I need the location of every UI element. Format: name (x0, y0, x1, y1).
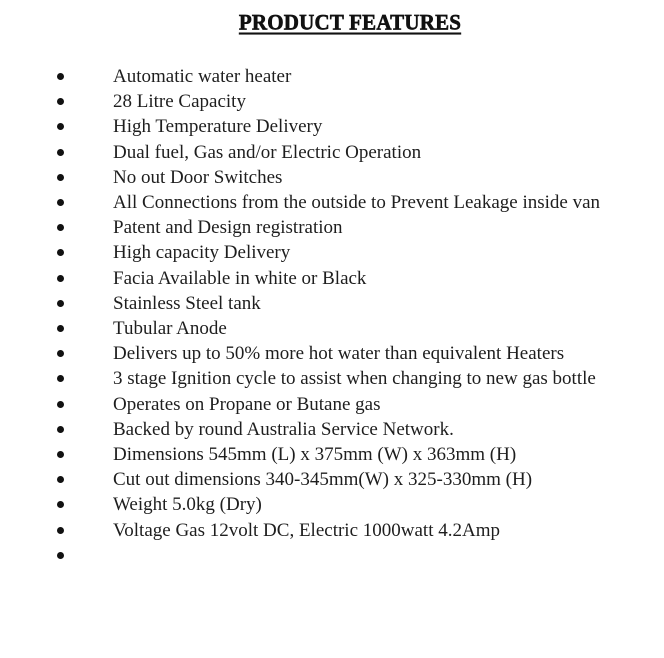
list-item (0, 114, 664, 139)
feature-text: Dual fuel, Gas and/or Electric Operation (113, 141, 422, 163)
list-item (0, 316, 664, 341)
bullet-icon (57, 426, 64, 433)
bullet-icon (57, 249, 64, 256)
feature-text: All Connections from the outside to Prevent Leakage inside van (113, 192, 601, 214)
feature-text: Tubular Anode (113, 318, 227, 340)
feature-text: Automatic water heater (113, 66, 292, 87)
bullet-icon (57, 375, 64, 382)
feature-text: Dimensions 545mm (L) x 375mm (W) x 363mm (H) (113, 444, 517, 466)
page-title: PRODUCT FEATURES (238, 9, 462, 35)
feature-text: Operates on Propane or Butane gas (113, 393, 381, 415)
list-item (0, 215, 664, 240)
list-item-empty (0, 543, 664, 568)
list-item (0, 240, 664, 265)
feature-text: Backed by round Australia Service Network. (113, 418, 454, 440)
bullet-icon (57, 275, 64, 282)
list-item (0, 417, 664, 442)
feature-text: Weight 5.0kg (Dry) (113, 494, 262, 516)
list-item (0, 341, 664, 366)
bullet-icon (57, 552, 64, 559)
feature-text: Delivers up to 50% more hot water than equivalent Heaters (113, 343, 565, 365)
list-item (0, 467, 664, 492)
feature-text: Stainless Steel tank (113, 292, 261, 314)
list-item (0, 392, 664, 417)
bullet-icon (57, 73, 64, 80)
list-item (0, 190, 664, 215)
feature-text: Facia Available in white or Black (113, 267, 367, 289)
bullet-icon (57, 401, 64, 408)
list-item (0, 165, 664, 190)
bullet-icon (57, 527, 64, 534)
bullet-icon (57, 149, 64, 156)
list-item (0, 140, 664, 165)
feature-text: Voltage Gas 12volt DC, Electric 1000watt 4.2Amp (113, 519, 500, 541)
bullet-icon (57, 98, 64, 105)
list-item (0, 518, 664, 543)
bullet-icon (57, 325, 64, 332)
list-item (0, 442, 664, 467)
feature-text: High capacity Delivery (113, 242, 291, 264)
feature-list (0, 64, 664, 568)
bullet-icon (57, 501, 64, 508)
list-item (0, 89, 664, 114)
bullet-icon (57, 174, 64, 181)
feature-text: 28 Litre Capacity (113, 91, 246, 113)
list-item (0, 64, 664, 89)
list-item (0, 492, 664, 517)
bullet-icon (57, 350, 64, 357)
list-item (0, 266, 664, 291)
bullet-icon (57, 300, 64, 307)
feature-text: High Temperature Delivery (113, 116, 323, 138)
bullet-icon (57, 476, 64, 483)
bullet-icon (57, 199, 64, 206)
feature-text: No out Door Switches (113, 166, 283, 188)
bullet-icon (57, 123, 64, 130)
bullet-icon (57, 451, 64, 458)
bullet-icon (57, 224, 64, 231)
feature-text: Patent and Design registration (113, 217, 343, 239)
list-item (0, 291, 664, 316)
list-item (0, 366, 664, 391)
feature-text: Cut out dimensions 340-345mm(W) x 325-330mm (H) (113, 469, 533, 491)
feature-text: 3 stage Ignition cycle to assist when changing to new gas bottle (113, 368, 596, 390)
